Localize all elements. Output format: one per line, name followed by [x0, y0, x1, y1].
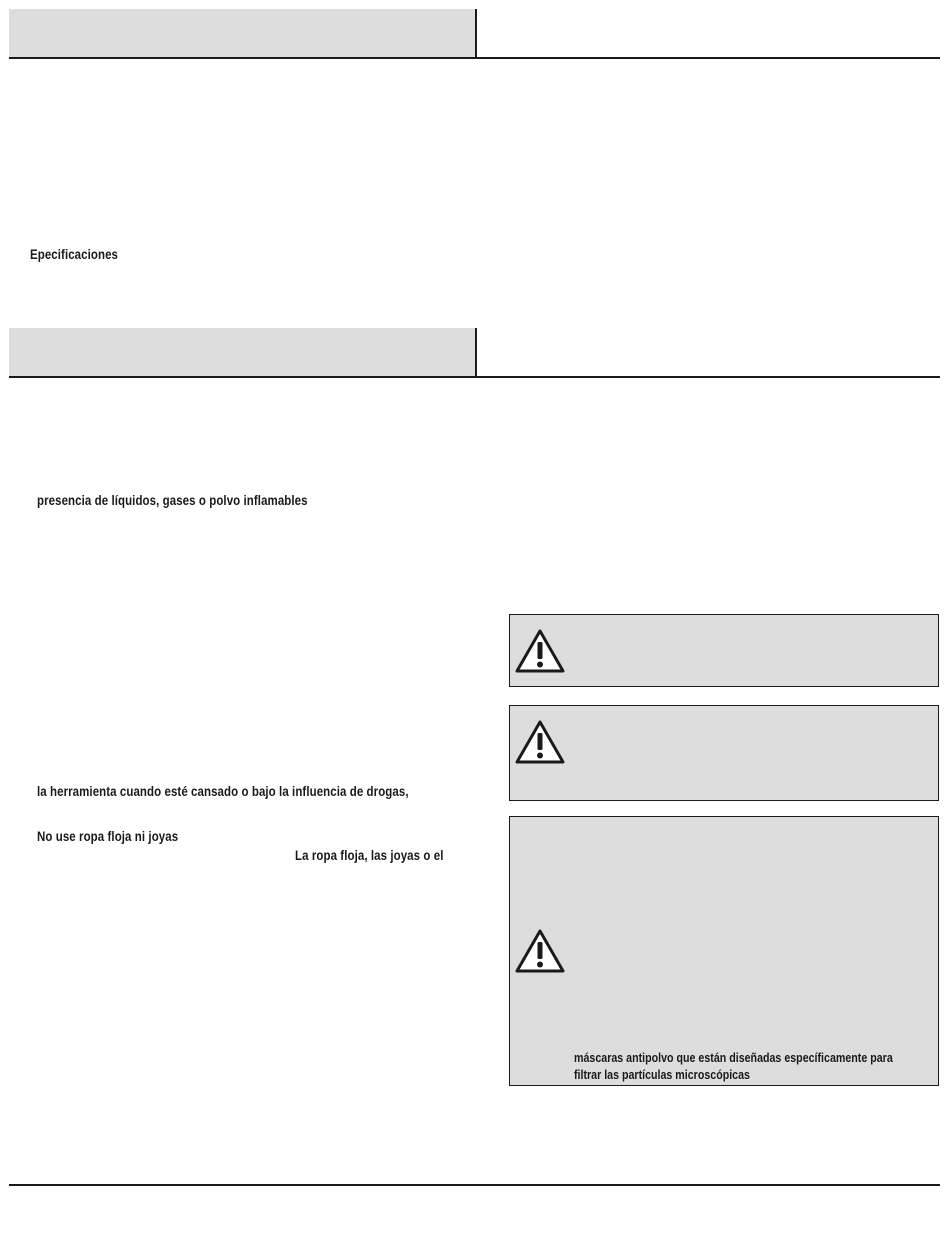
- specs-label: Epecificaciones: [30, 246, 119, 262]
- safety-header-title-area: [9, 328, 475, 376]
- safety-header-band: [9, 328, 940, 376]
- warning-triangle-icon: [515, 629, 565, 673]
- warning-box-dust: [509, 816, 939, 1086]
- warning-triangle-icon: [515, 929, 565, 973]
- header-divider-vertical: [475, 328, 477, 376]
- clothing-text: La ropa floja, las joyas o el: [295, 847, 444, 863]
- dust-mask-text-line-2: filtrar las partículas microscópicas: [574, 1067, 750, 1082]
- header-rule: [9, 57, 940, 59]
- footer-rule: [9, 1184, 940, 1186]
- dust-mask-text-line-1: máscaras antipolvo que están diseñadas específicamente para: [574, 1050, 893, 1065]
- warning-triangle-icon: [515, 720, 565, 764]
- specs-header-band: [9, 9, 940, 57]
- work-area-text: presencia de líquidos, gases o polvo inflamables: [37, 492, 308, 508]
- warning-box: [509, 705, 939, 801]
- header-divider-vertical: [475, 9, 477, 57]
- header-rule: [9, 376, 940, 378]
- personal-safety-text: la herramienta cuando esté cansado o bajo la influencia de drogas,: [37, 783, 409, 799]
- clothing-heading: No use ropa floja ni joyas: [37, 828, 179, 844]
- specs-header-title-area: [9, 9, 475, 57]
- warning-box: [509, 614, 939, 687]
